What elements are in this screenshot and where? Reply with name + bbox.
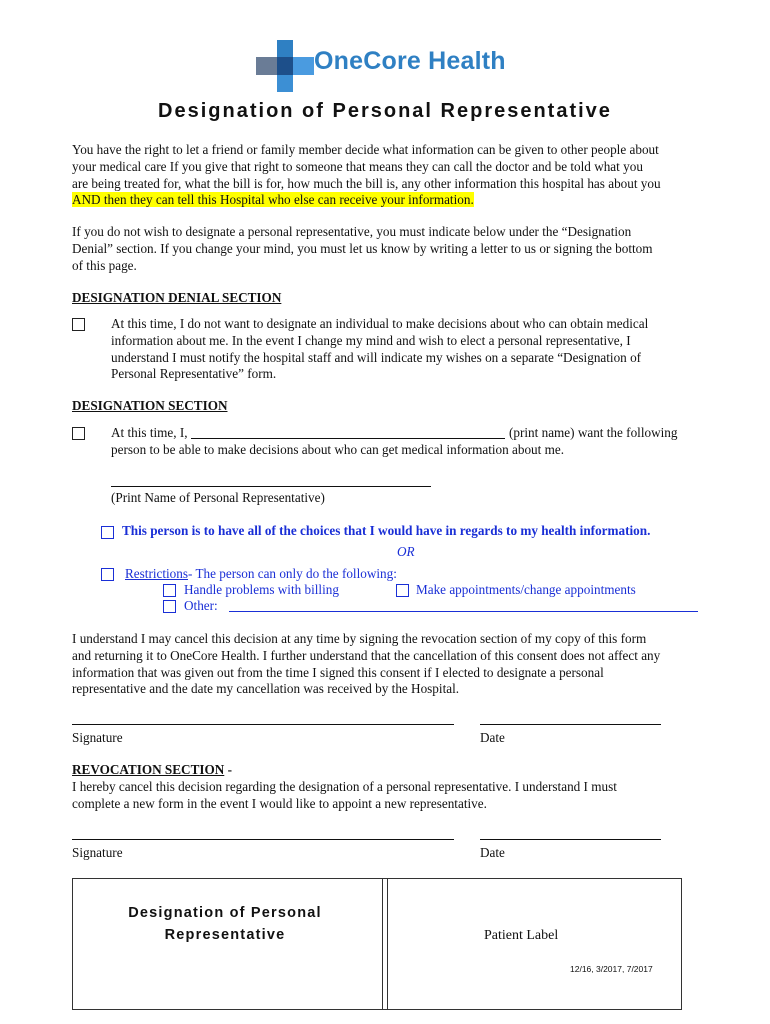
revocation-signature-line[interactable] bbox=[72, 839, 454, 840]
understand-line: representative and the date my cancellation was received by the Hospital. bbox=[72, 681, 460, 697]
revision-dates: 12/16, 3/2017, 7/2017 bbox=[570, 964, 653, 974]
denial-checkbox[interactable] bbox=[72, 318, 85, 331]
medical-cross-icon bbox=[256, 40, 316, 92]
denial-section-heading: DESIGNATION DENIAL SECTION bbox=[72, 290, 282, 305]
revocation-line: I hereby cancel this decision regarding the designation of a personal representative. I understand I must bbox=[72, 779, 617, 794]
denial-text bbox=[111, 316, 711, 383]
representative-name-line[interactable] bbox=[111, 486, 431, 487]
footer-box-title bbox=[92, 902, 358, 946]
denial-line: Personal Representative” form. bbox=[111, 366, 277, 382]
understand-line: information that was given out from the time I signed this consent if I elected to designate a personal bbox=[72, 664, 604, 680]
restrictions-text bbox=[125, 566, 397, 583]
footer-box-divider bbox=[382, 878, 388, 1010]
understand-paragraph bbox=[72, 631, 712, 698]
denial-intro-line: If you do not wish to designate a personal representative, you must indicate below under the “Designation bbox=[72, 224, 632, 239]
restrictions-description: - The person can only do the following: bbox=[188, 566, 397, 581]
intro-line: your medical care If you give that right to someone that means they can call the doctor and be told what you bbox=[72, 158, 643, 174]
logo-text: OneCore Health bbox=[314, 47, 506, 75]
denial-intro-line: Denial” section. If you change your mind, you must let us know by writing a letter to us or signing the bottom bbox=[72, 240, 653, 256]
revocation-heading: REVOCATION SECTION bbox=[72, 762, 225, 777]
intro-line: are being treated for, what the bill is for, how much the bill is, any other information this hospital has about you bbox=[72, 175, 661, 191]
appointments-checkbox[interactable] bbox=[396, 584, 409, 597]
designation-line2: person to be able to make decisions about who can get medical information about me. bbox=[111, 442, 565, 457]
designation-at-this-time: At this time, I, bbox=[111, 425, 188, 440]
revocation-line: complete a new form in the event I would like to appoint a new representative. bbox=[72, 795, 487, 811]
denial-line: understand I must notify the hospital staff and will indicate my wishes on a separate “Designation of bbox=[111, 349, 642, 365]
footer-title-line: Representative bbox=[164, 927, 286, 943]
revocation-date-label: Date bbox=[480, 845, 505, 860]
page-title: Designation of Personal Representative bbox=[158, 100, 612, 122]
restrictions-checkbox[interactable] bbox=[101, 568, 114, 581]
date-label: Date bbox=[480, 730, 505, 745]
intro-highlight: AND then they can tell this Hospital who else can receive your information. bbox=[72, 192, 474, 208]
print-name-line[interactable] bbox=[191, 438, 505, 439]
other-label: Other: bbox=[184, 598, 218, 613]
signature-label: Signature bbox=[72, 730, 123, 745]
denial-intro-paragraph bbox=[72, 224, 712, 274]
signature-line[interactable] bbox=[72, 724, 454, 725]
print-name-suffix: (print name) want the following bbox=[509, 425, 678, 440]
revocation-date-line[interactable] bbox=[480, 839, 661, 840]
patient-label: Patient Label bbox=[484, 928, 559, 943]
all-choices-checkbox[interactable] bbox=[101, 526, 114, 539]
designation-checkbox[interactable] bbox=[72, 427, 85, 440]
designation-section-heading: DESIGNATION SECTION bbox=[72, 398, 228, 413]
date-line[interactable] bbox=[480, 724, 661, 725]
billing-label: Handle problems with billing bbox=[184, 582, 339, 597]
denial-intro-line: of this page. bbox=[72, 257, 137, 273]
denial-line: At this time, I do not want to designate an individual to make decisions about who can obtain medical bbox=[111, 316, 649, 331]
revocation-paragraph bbox=[72, 779, 712, 813]
revocation-heading-row bbox=[72, 762, 232, 779]
or-label: OR bbox=[397, 544, 415, 559]
other-line[interactable] bbox=[229, 611, 698, 612]
other-checkbox[interactable] bbox=[163, 600, 176, 613]
footer-title-line: Designation of Personal bbox=[128, 905, 322, 921]
understand-line: and returning it to OneCore Health. I further understand that the cancellation of this consent does not affect any bbox=[72, 647, 661, 663]
all-choices-label: This person is to have all of the choices that I would have in regards to my health information. bbox=[122, 523, 651, 538]
revocation-dash: - bbox=[224, 762, 232, 777]
revocation-signature-label: Signature bbox=[72, 845, 123, 860]
understand-line: I understand I may cancel this decision at any time by signing the revocation section of my copy of this form bbox=[72, 631, 647, 646]
denial-line: information about me. In the event I change my mind and wish to elect a personal representative, I bbox=[111, 332, 631, 348]
intro-line: You have the right to let a friend or family member decide what information can be given to other people about bbox=[72, 142, 659, 157]
appointments-label: Make appointments/change appointments bbox=[416, 582, 636, 597]
billing-checkbox[interactable] bbox=[163, 584, 176, 597]
intro-paragraph bbox=[72, 142, 712, 209]
representative-name-label: (Print Name of Personal Representative) bbox=[111, 490, 325, 505]
restrictions-label: Restrictions bbox=[125, 566, 189, 581]
